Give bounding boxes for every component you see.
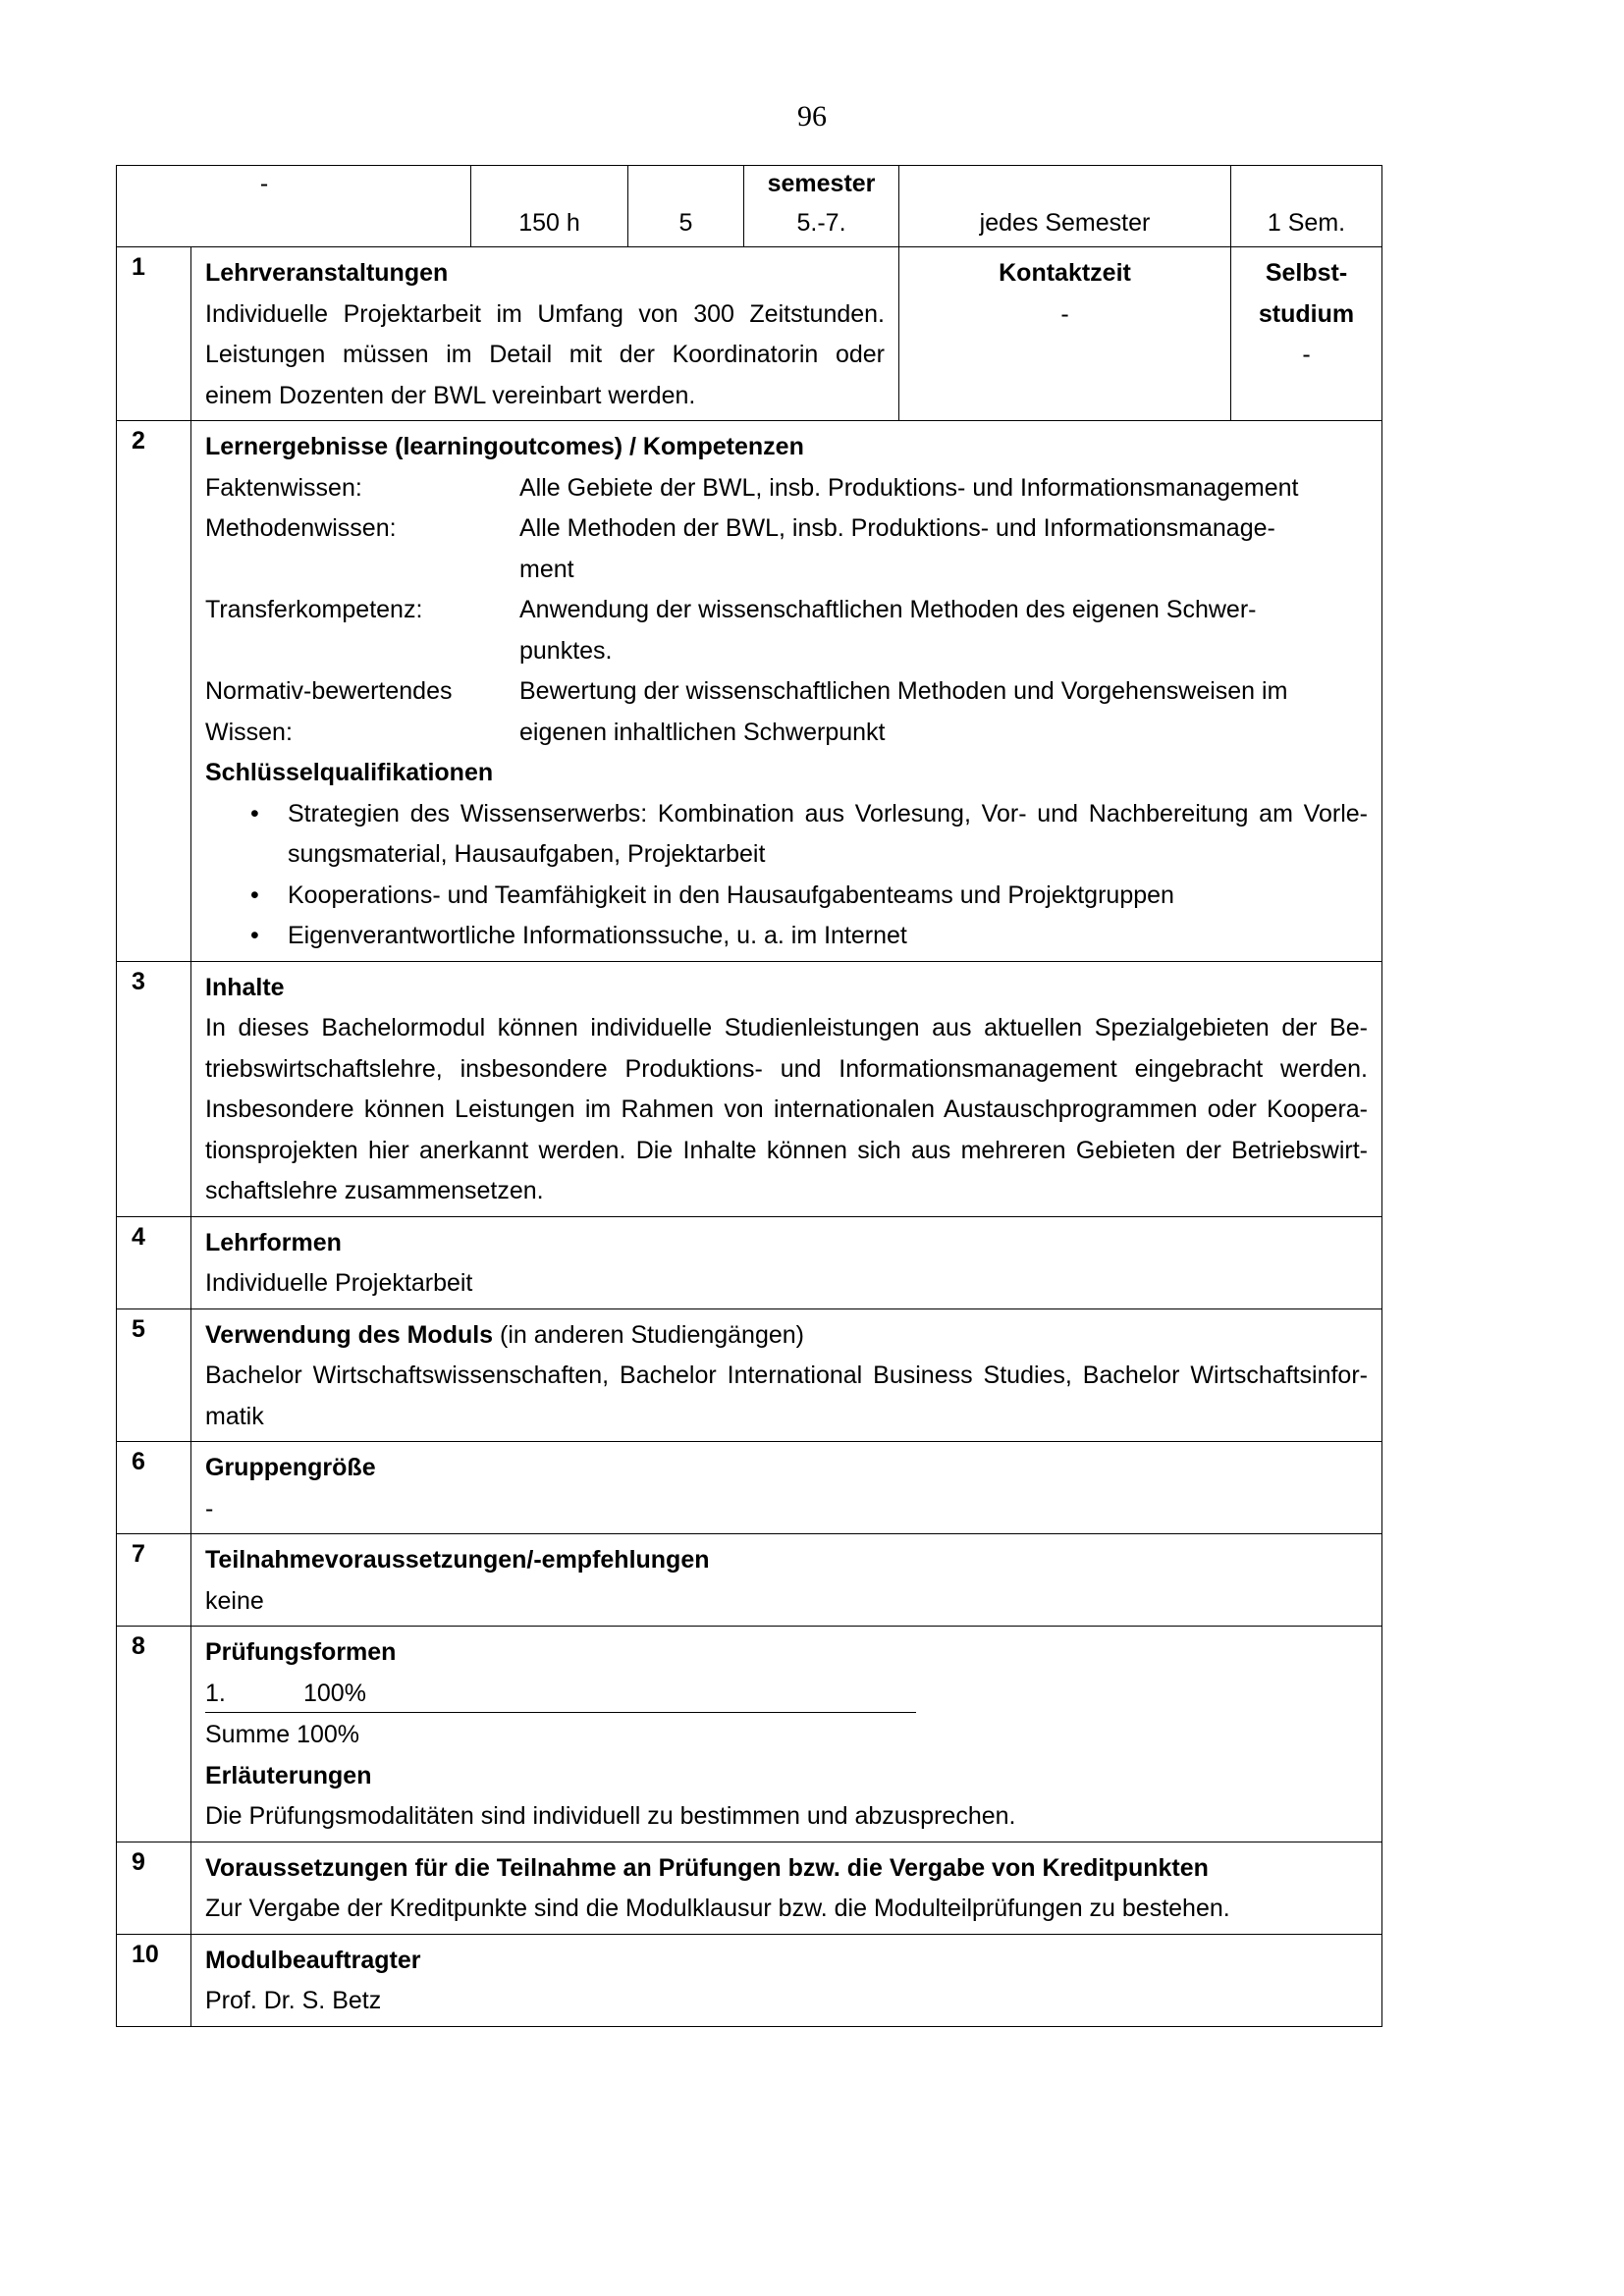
header-cell-1 [117, 166, 471, 246]
section-title: Lehrveranstaltungen [205, 259, 449, 287]
list-item-text: sungsmaterial, Hausaufgaben, Projektarbeit [288, 840, 766, 868]
row-inhalte [117, 961, 1381, 1216]
row-number: 9 [117, 1842, 191, 1934]
row-lehrformen [117, 1216, 1381, 1308]
header-cell-6 [1231, 166, 1381, 246]
selbststudium-label: studium [1258, 299, 1355, 328]
row-content [191, 1217, 1381, 1308]
row-content [191, 247, 899, 420]
row-number: 2 [117, 421, 191, 961]
text-line: triebswirtschaftslehre, insbesondere Produktions- und Informationsmanagement eingebracht werden. [205, 1054, 1368, 1083]
text-line: Zur Vergabe der Kreditpunkte sind die Modulklausur bzw. die Modulteilprüfungen zu bestehen. [205, 1895, 1230, 1922]
competence-label: Normativ-bewertendes [205, 677, 453, 705]
text-line: schaftslehre zusammensetzen. [205, 1177, 544, 1204]
selbststudium-label: Selbst- [1265, 259, 1348, 287]
row-number: 5 [117, 1309, 191, 1442]
selbststudium-cell [1231, 247, 1381, 420]
header-cell-2 [471, 166, 628, 246]
row-number: 7 [117, 1534, 191, 1626]
competence-text: Alle Gebiete der BWL, insb. Produktions- und Informationsmanagement [519, 473, 1299, 502]
row-content [191, 962, 1381, 1216]
text-line: Bachelor Wirtschaftswissenschaften, Bachelor International Business Studies, Bachelor Wirtschaftsinfor- [205, 1362, 1368, 1389]
row-number: 1 [117, 247, 191, 420]
row-content [191, 1442, 1381, 1533]
text-line: einem Dozenten der BWL vereinbart werden. [205, 381, 696, 409]
row-teilnahmevoraussetzungen [117, 1533, 1381, 1626]
exam-item [205, 1674, 1368, 1715]
page-number: 96 [797, 100, 827, 133]
list-item-text: • Kooperations- und Teamfähigkeit in den Hausaufgabenteams und Projektgruppen [288, 881, 1174, 909]
text-line: In dieses Bachelormodul können individuelle Studienleistungen aus aktuellen Spezialgebieten der Be- [205, 1014, 1368, 1041]
list-item [233, 916, 1368, 957]
list-item [233, 876, 1368, 917]
row-number: 8 [117, 1627, 191, 1842]
competence-item [205, 590, 1368, 671]
list-item [233, 794, 1368, 876]
competence-text: ment [519, 555, 574, 583]
row-content [191, 1842, 1381, 1934]
section-title-suffix: (in anderen Studiengängen) [493, 1320, 805, 1349]
competence-text: Alle Methoden der BWL, insb. Produktions- und Informationsmanage- [519, 514, 1275, 542]
competence-label: Methodenwissen: [205, 514, 397, 542]
header-semester-label: semester [767, 170, 876, 197]
row-content [191, 1534, 1381, 1626]
header-cell-4 [744, 166, 899, 246]
row-modulbeauftragter [117, 1934, 1381, 2026]
row-lernergebnisse [117, 420, 1381, 961]
section-title: Lernergebnisse (learningoutcomes) / Kompetenzen [205, 433, 804, 460]
text-line: Prof. Dr. S. Betz [205, 1987, 382, 2014]
text-line: Individuelle Projektarbeit im Umfang von 300 Zeitstunden. [205, 299, 885, 328]
section-title: Prüfungsformen [205, 1638, 397, 1666]
section-title: Lehrformen [205, 1228, 342, 1256]
section-title: Voraussetzungen für die Teilnahme an Prüfungen bzw. die Vergabe von Kreditpunkten [205, 1853, 1209, 1882]
section-title: Modulbeauftragter [205, 1946, 421, 1974]
text-line: Die Prüfungsmodalitäten sind individuell zu bestimmen und abzusprechen. [205, 1802, 1016, 1830]
text-line: tionsprojekten hier anerkannt werden. Die Inhalte können sich aus mehreren Gebieten der Betriebswirt- [205, 1136, 1368, 1164]
competence-label: Wissen: [205, 718, 293, 746]
subsection-title: Erläuterungen [205, 1761, 372, 1789]
row-number: 3 [117, 962, 191, 1216]
exam-item-weight: 100% [303, 1679, 366, 1707]
section-title: Verwendung des Moduls [205, 1320, 494, 1349]
row-number: 4 [117, 1217, 191, 1308]
section-title: Inhalte [205, 973, 285, 1001]
competence-item [205, 671, 1368, 753]
competence-label: Faktenwissen: [205, 473, 362, 502]
section-title: Gruppengröße [205, 1454, 376, 1481]
header-cell-3 [628, 166, 744, 246]
text-line: Individuelle Projektarbeit [205, 1269, 473, 1297]
text-line: Leistungen müssen im Detail mit der Koordinatorin oder [205, 341, 885, 368]
row-voraussetzungen-pruefung [117, 1842, 1381, 1934]
row-content [191, 1627, 1381, 1842]
text-line: Insbesondere können Leistungen im Rahmen von internationalen Austauschprogrammen oder Koopera- [205, 1095, 1368, 1123]
module-table [116, 165, 1382, 2027]
text-line: - [205, 1494, 214, 1522]
row-number: 10 [117, 1935, 191, 2026]
competence-label: Transferkompetenz: [205, 596, 423, 623]
row-pruefungsformen [117, 1626, 1381, 1842]
selbststudium-value: - [1302, 341, 1311, 368]
row-lehrveranstaltungen [117, 246, 1381, 420]
competence-item [205, 508, 1368, 590]
kontaktzeit-value: - [1060, 299, 1069, 328]
row-content [191, 1309, 1381, 1442]
row-content [191, 1935, 1381, 2026]
competence-text: punktes. [519, 636, 613, 665]
list-item-text: • Strategien des Wissenserwerbs: Kombination aus Vorlesung, Vor- und Nachbereitung am Vorle- [288, 799, 1368, 828]
key-qualifications-list [205, 794, 1368, 957]
subsection-title: Schlüsselqualifikationen [205, 759, 494, 786]
text-line: keine [205, 1586, 264, 1615]
competence-text: Anwendung der wissenschaftlichen Methoden des eigenen Schwer- [519, 596, 1257, 623]
kontaktzeit-cell [899, 247, 1231, 420]
header-semester: 5.-7. [796, 209, 846, 237]
text-line: matik [205, 1402, 264, 1430]
row-verwendung [117, 1308, 1381, 1442]
header-workload: 150 h [518, 209, 580, 237]
section-title: Teilnahmevoraussetzungen/-empfehlungen [205, 1546, 710, 1574]
header-dash: - [259, 170, 269, 197]
exam-sum: Summe 100% [205, 1721, 360, 1748]
competence-text: eigenen inhaltlichen Schwerpunkt [519, 718, 886, 746]
row-content [191, 421, 1381, 961]
list-item-text: • Eigenverantwortliche Informationssuche, u. a. im Internet [288, 922, 907, 949]
header-frequency: jedes Semester [979, 209, 1151, 237]
header-cell-5 [899, 166, 1231, 246]
row-gruppengroesse [117, 1441, 1381, 1533]
competence-item [205, 468, 1368, 509]
competence-text: Bewertung der wissenschaftlichen Methoden und Vorgehensweisen im [519, 677, 1288, 705]
header-credits: 5 [678, 209, 693, 237]
header-row [117, 166, 1381, 246]
kontaktzeit-label: Kontaktzeit [999, 259, 1131, 287]
exam-item-number: 1. [205, 1679, 226, 1707]
header-duration: 1 Sem. [1267, 209, 1346, 237]
row-number: 6 [117, 1442, 191, 1533]
